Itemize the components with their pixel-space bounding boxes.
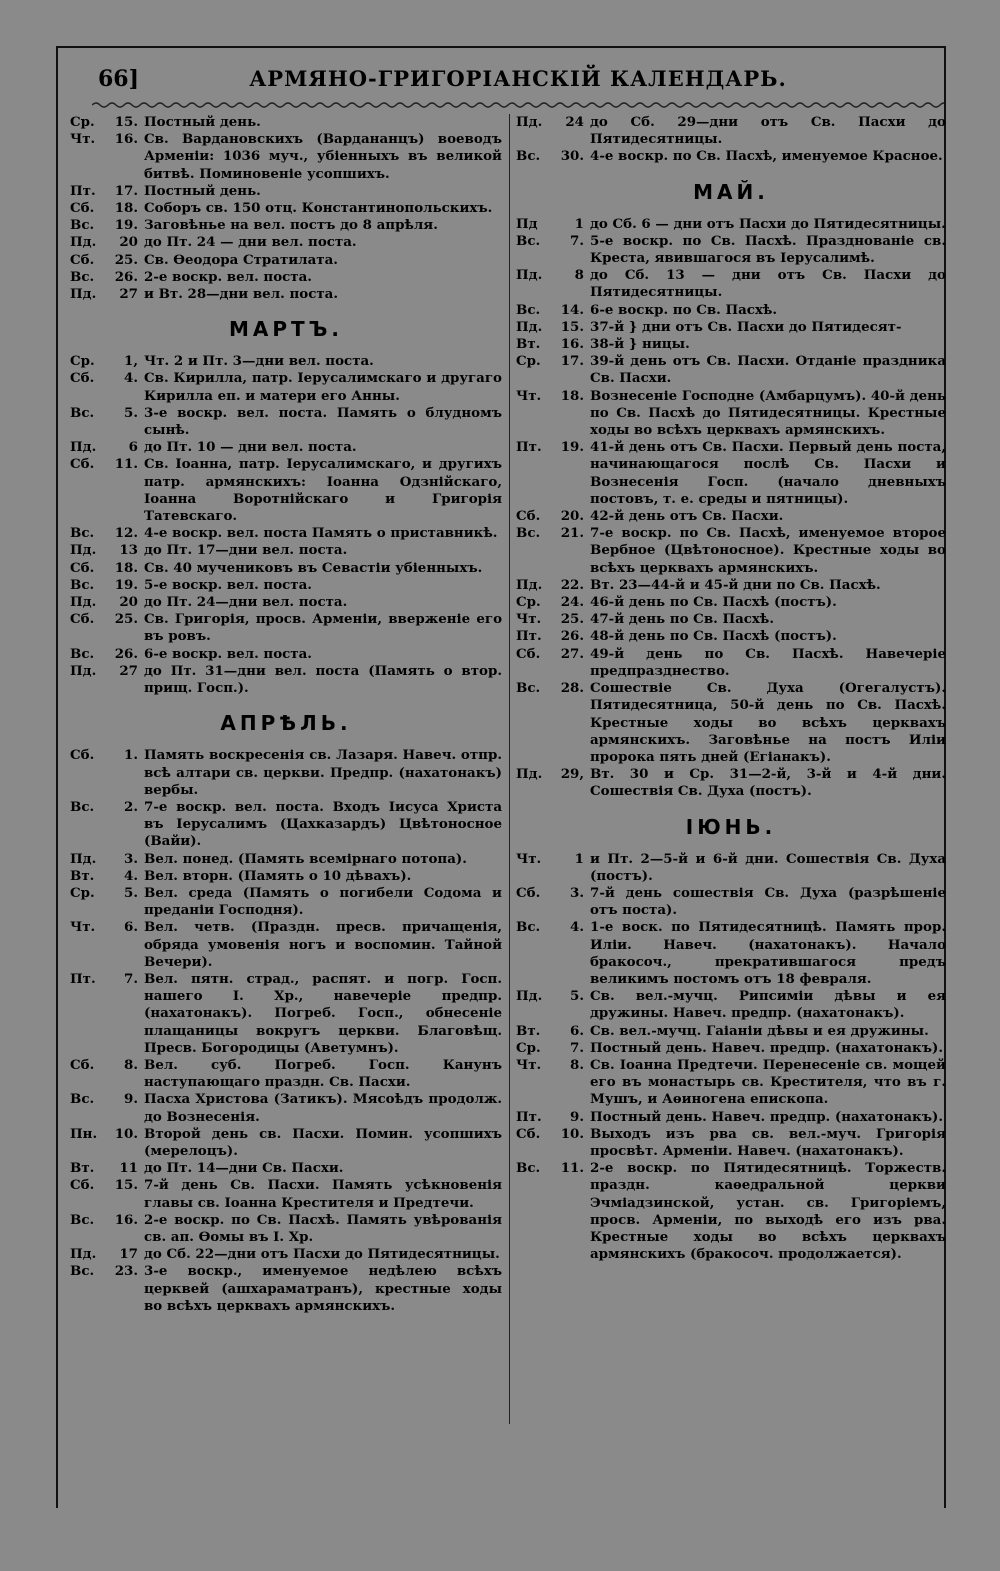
day-number: 13: [119, 542, 138, 559]
calendar-entry: [516, 353, 946, 387]
calendar-entry: [516, 525, 946, 577]
day-number: 4.: [124, 867, 138, 884]
day-number: 20.: [560, 508, 584, 525]
weekday: Вс.: [516, 232, 541, 249]
entry-text: и Пт. 2—5-й и 6-й дни. Сошествія Св. Духа (постъ).: [590, 850, 946, 884]
month-heading: МАЙ.: [693, 179, 769, 204]
calendar-entry: [516, 988, 946, 1022]
weekday: Пд.: [516, 766, 543, 783]
entry-text: 2-е воскр. по Пятидесятницѣ. Торжеств. праздн. каѳедральной церкви Эчміадзинской, устан. св. Григоріемъ, просв. Арменіи, по выходѣ его изъ рва. Крестные ходы во всѣхъ церквахъ армянскихъ (бракосоч. продолжается).: [590, 1160, 946, 1263]
weekday: Пд.: [516, 318, 543, 335]
day-number: 5.: [570, 988, 584, 1005]
day-number: 8: [574, 267, 584, 284]
month-heading: МАРТЪ.: [228, 317, 344, 342]
weekday: Пт.: [516, 628, 542, 645]
weekday: Вс.: [70, 1263, 95, 1280]
day-number: 16.: [560, 336, 584, 353]
calendar-entry: [516, 319, 946, 336]
day-number: 7.: [570, 232, 584, 249]
weekday: Пд.: [70, 1246, 97, 1263]
entry-text: Вт. 23—44-й и 45-й дни по Св. Пасхѣ.: [590, 576, 881, 593]
calendar-entry: [516, 216, 946, 233]
day-number: 16.: [114, 1211, 138, 1228]
right-column: [516, 114, 946, 1263]
entry-text: 3-е воскр., именуемое недѣлею всѣхъ церквей (ашхараматранъ), крестные ходы во всѣхъ церквахъ армянскихъ.: [144, 1263, 502, 1314]
weekday: Сб.: [70, 370, 95, 387]
weekday: Пд.: [70, 234, 97, 251]
day-number: 1.: [124, 747, 138, 764]
weekday: Сб.: [70, 559, 95, 576]
entry-text: 1-е воск. по Пятидесятницѣ. Память прор. Иліи. Навеч. (нахатонакъ). Начало бракосоч., прекратившагося предъ великимъ постомъ отъ 18 февраля.: [590, 919, 946, 987]
calendar-entry: [70, 456, 502, 525]
weekday: Вс.: [516, 680, 541, 697]
entry-text: Вт. 30 и Ср. 31—2-й, 3-й и 4-й дни. Сошествія Св. Духа (постъ).: [590, 766, 946, 800]
day-number: 22.: [560, 576, 584, 593]
entry-text: Соборъ св. 150 отц. Константинопольскихъ.: [144, 200, 493, 217]
entry-text: до Пт. 14—дни Св. Пасхи.: [144, 1160, 344, 1177]
entry-text: 4-е воскр. по Св. Пасхѣ, именуемое Красное.: [590, 148, 943, 165]
calendar-entry: [516, 611, 946, 628]
calendar-entry: [70, 919, 502, 971]
calendar-entry: [70, 269, 502, 286]
entry-text: Выходъ изъ рва св. вел.-муч. Григорія просвѣт. Арменіи. Навеч. (нахатонакъ).: [590, 1125, 946, 1159]
calendar-entry: [516, 594, 946, 611]
calendar-entry: [70, 646, 502, 663]
weekday: Ср.: [516, 594, 541, 611]
running-title: АРМЯНО-ГРИГОРІАНСКІЙ КАЛЕНДАРЬ.: [249, 66, 787, 91]
calendar-entry: [516, 919, 946, 988]
entry-text: Вел. четв. (Праздн. пресв. причащенія, обряда умовенія ногъ и воспомин. Тайной Вечери).: [144, 919, 502, 970]
entry-text: Заговѣнье на вел. постъ до 8 апрѣля.: [144, 217, 438, 234]
day-number: 21.: [560, 525, 584, 542]
day-number: 19.: [114, 576, 138, 593]
day-number: 3.: [570, 884, 584, 901]
weekday: Пт.: [70, 970, 96, 987]
month-heading: ІЮНЬ.: [685, 814, 777, 839]
weekday: Пт.: [516, 1108, 542, 1125]
calendar-entry: [70, 851, 502, 868]
weekday: Пт.: [516, 439, 542, 456]
weekday: Чт.: [516, 1056, 542, 1073]
weekday: Сб.: [516, 508, 541, 525]
entry-text: Вел. суб. Погреб. Госп. Канунъ наступающаго праздн. Св. Пасхи.: [144, 1056, 502, 1091]
weekday: Вс.: [70, 1211, 95, 1228]
left-column: [70, 114, 502, 1315]
month-heading: АПРѢЛЬ.: [220, 711, 352, 736]
weekday: Сб.: [70, 1056, 95, 1073]
weekday: Сб.: [516, 1125, 541, 1142]
calendar-entry: [70, 611, 502, 645]
weekday: Вт.: [516, 1022, 541, 1039]
day-number: 19.: [560, 439, 584, 456]
calendar-entry: [70, 439, 502, 456]
entry-text: Вел. понед. (Память всемірнаго потопа).: [144, 850, 467, 867]
calendar-entry: [70, 353, 502, 370]
entry-text: Второй день св. Пасхи. Помин. усопшихъ (мерелоцъ).: [144, 1125, 502, 1159]
weekday: Пд: [516, 215, 538, 232]
entry-text: до Пт. 10 — дни вел. поста.: [144, 439, 357, 456]
weekday: Ср.: [70, 114, 95, 130]
calendar-entry: [70, 234, 502, 251]
day-number: 27: [119, 662, 138, 679]
day-number: 18.: [560, 387, 584, 404]
day-number: 8.: [570, 1056, 584, 1073]
calendar-entry: [516, 336, 946, 353]
entry-text: до Пт. 24 — дни вел. поста.: [144, 234, 357, 251]
entry-text: Чт. 2 и Пт. 3—дни вел. поста.: [144, 353, 374, 370]
weekday: Вс.: [70, 1091, 95, 1108]
entry-text: Вел. пятн. страд., распят. и погр. Госп. нашего І. Хр., навечеріе предпр. (нахатонакъ). Погреб. Госп., обнесеніе плащаницы вокругъ церкви. Благовѣщ. Пресв. Богородицы (Аветумнъ).: [144, 970, 502, 1056]
calendar-entry: [70, 747, 502, 799]
day-number: 26.: [114, 645, 138, 662]
day-number: 25.: [560, 611, 584, 628]
day-number: 9.: [124, 1091, 138, 1108]
calendar-entry: [516, 885, 946, 919]
day-number: 7.: [570, 1039, 584, 1056]
calendar-entry: [516, 1160, 946, 1263]
weekday: Сб.: [70, 1177, 95, 1194]
day-number: 8.: [124, 1056, 138, 1073]
entry-text: 3-е воскр. вел. поста. Память о блудномъ сынѣ.: [144, 404, 502, 439]
weekday: Чт.: [516, 850, 542, 867]
entry-text: до Сб. 29—дни отъ Св. Пасхи до Пятидесятницы.: [590, 114, 946, 148]
entry-text: Постный день. Навеч. предпр. (нахатонакъ).: [590, 1039, 943, 1056]
weekday: Пд.: [70, 850, 97, 867]
calendar-entry: [516, 1040, 946, 1057]
calendar-entry: [70, 252, 502, 269]
entry-text: до Сб. 6 — дни отъ Пасхи до Пятидесятницы.: [590, 215, 946, 232]
calendar-entry: [70, 1263, 502, 1315]
weekday: Пт.: [70, 182, 96, 199]
weekday: Вс.: [70, 798, 95, 815]
weekday: Вт.: [70, 1160, 95, 1177]
weekday: Вс.: [516, 525, 541, 542]
day-number: 27: [119, 286, 138, 303]
entry-text: Постный день.: [144, 182, 261, 199]
weekday: Вс.: [70, 217, 95, 234]
entry-text: Вел. среда (Память о погибели Содома и преданіи Господня).: [144, 884, 502, 919]
calendar-entry: [516, 233, 946, 267]
calendar-entry: [70, 1160, 502, 1177]
column-divider: [509, 114, 510, 1424]
day-number: 4.: [124, 370, 138, 387]
entry-text: 5-е воскр. вел. поста.: [144, 576, 312, 593]
weekday: Вс.: [70, 404, 95, 421]
entry-text: 37-й } дни отъ Св. Пасхи до Пятидесят-: [590, 318, 902, 335]
calendar-entry: [70, 286, 502, 303]
calendar-entry: [70, 542, 502, 559]
calendar-entry: [516, 388, 946, 440]
day-number: 24: [565, 114, 584, 130]
weekday: Вс.: [70, 576, 95, 593]
entry-text: 48-й день по Св. Пасхѣ (постъ).: [590, 628, 837, 645]
weekday: Вс.: [516, 919, 541, 936]
weekday: Сб.: [70, 611, 95, 628]
entry-text: Св. вел.-мучц. Рипсиміи дѣвы и ея дружины. Навеч. предпр. (нахатонакъ).: [590, 988, 946, 1022]
weekday: Пд.: [516, 576, 543, 593]
weekday: Вс.: [70, 525, 95, 542]
weekday: Сб.: [70, 456, 95, 473]
calendar-entry: [70, 1177, 502, 1211]
entry-text: Постный день. Навеч. предпр. (нахатонакъ).: [590, 1108, 943, 1125]
day-number: 5.: [124, 404, 138, 421]
calendar-entry: [516, 851, 946, 885]
weekday: Пд.: [516, 267, 543, 284]
entry-text: Св. Іоанна, патр. Іерусалимскаго, и другихъ патр. армянскихъ: Іоанна Одзнійскаго, Іоанна Воротнійскаго и Григорія Татевскаго.: [144, 456, 502, 525]
weekday: Пд.: [516, 114, 543, 130]
weekday: Чт.: [516, 387, 542, 404]
calendar-entry: [516, 267, 946, 301]
weekday: Сб.: [516, 645, 541, 662]
entry-text: 47-й день по Св. Пасхѣ.: [590, 611, 774, 628]
calendar-entry: [70, 114, 502, 131]
entry-text: 42-й день отъ Св. Пасхи.: [590, 508, 784, 525]
day-number: 3.: [124, 850, 138, 867]
day-number: 26.: [560, 628, 584, 645]
calendar-entry: [70, 971, 502, 1057]
weekday: Сб.: [70, 251, 95, 268]
day-number: 27.: [560, 645, 584, 662]
entry-text: 49-й день по Св. Пасхѣ. Навечеріе предпразднество.: [590, 645, 946, 679]
entry-text: Пасха Христова (Затикъ). Мясоѣдъ продолж. до Вознесенія.: [144, 1091, 502, 1125]
day-number: 23.: [114, 1263, 138, 1280]
calendar-entry: [70, 370, 502, 404]
weekday: Сб.: [70, 747, 95, 764]
day-number: 24.: [560, 594, 584, 611]
day-number: 17.: [560, 353, 584, 370]
calendar-entry: [70, 405, 502, 439]
page-header: [92, 62, 944, 96]
calendar-entry: [516, 680, 946, 766]
entry-text: Св. Кирилла, патр. Іерусалимскаго и другаго Кирилла еп. и матери его Анны.: [144, 370, 502, 404]
entry-text: Постный день.: [144, 114, 261, 130]
weekday: Ср.: [516, 1039, 541, 1056]
entry-text: Память воскресенія св. Лазаря. Навеч. отпр. всѣ алтари св. церкви. Предпр. (нахатонакъ) вербы.: [144, 747, 502, 798]
entry-text: 46-й день по Св. Пасхѣ (постъ).: [590, 594, 837, 611]
entry-text: Сошествіе Св. Духа (Огегалустъ). Пятидесятница, 50-й день по Св. Пасхѣ. Крестные ходы во всѣхъ церквахъ армянскихъ. Заговѣнье на постъ Иліи пророка пять дней (Егіанакъ).: [590, 680, 946, 765]
weekday: Сб.: [70, 200, 95, 217]
weekday: Вт.: [516, 336, 541, 353]
day-number: 6.: [570, 1022, 584, 1039]
day-number: 25.: [114, 251, 138, 268]
day-number: 26.: [114, 268, 138, 285]
entry-text: 39-й день отъ Св. Пасхи. Отданіе праздника Св. Пасхи.: [590, 353, 946, 387]
day-number: 16.: [114, 131, 138, 148]
entry-text: 41-й день отъ Св. Пасхи. Первый день поста, начинающагося послѣ Св. Пасхи и Вознесенія Госп. (начало дневныхъ постовъ, т. е. среды и пятницы).: [590, 439, 946, 507]
calendar-entry: [516, 766, 946, 800]
calendar-entry: [70, 663, 502, 697]
calendar-entry: [516, 1109, 946, 1126]
entry-text: 6-е воскр. по Св. Пасхѣ.: [590, 301, 778, 318]
calendar-entry: [70, 1126, 502, 1160]
day-number: 10.: [114, 1125, 138, 1142]
day-number: 2.: [124, 798, 138, 815]
day-number: 1: [574, 215, 584, 232]
day-number: 17.: [114, 182, 138, 199]
calendar-entry: [70, 885, 502, 919]
calendar-entry: [70, 868, 502, 885]
day-number: 6: [128, 439, 138, 456]
calendar-entry: [516, 577, 946, 594]
weekday: Вт.: [70, 867, 95, 884]
entry-text: Св. 40 мучениковъ въ Севастіи убіенныхъ.: [144, 559, 483, 576]
calendar-entry: [70, 525, 502, 542]
day-number: 18.: [114, 559, 138, 576]
entry-text: 7-й день сошествія Св. Духа (разрѣшеніе отъ поста).: [590, 884, 946, 919]
day-number: 1,: [124, 353, 138, 370]
entry-text: 7-й день Св. Пасхи. Память усѣкновенія главы св. Іоанна Крестителя и Предтечи.: [144, 1177, 502, 1211]
entry-text: до Пт. 24—дни вел. поста.: [144, 594, 348, 611]
weekday: Вс.: [70, 268, 95, 285]
page-number: 66]: [98, 66, 140, 92]
day-number: 15.: [560, 318, 584, 335]
day-number: 12.: [114, 525, 138, 542]
weekday: Вс.: [516, 148, 541, 165]
entry-text: 4-е воскр. вел. поста Память о приставникѣ.: [144, 525, 498, 542]
calendar-entry: [516, 302, 946, 319]
day-number: 20: [119, 234, 138, 251]
decorative-wavy-rule: [92, 100, 944, 110]
calendar-entry: [70, 799, 502, 851]
weekday: Ср.: [70, 884, 95, 901]
calendar-entry: [70, 217, 502, 234]
weekday: Пн.: [70, 1125, 98, 1142]
calendar-entry: [70, 594, 502, 611]
entry-text: Вел. вторн. (Память о 10 дѣвахъ).: [144, 867, 412, 884]
day-number: 11.: [560, 1160, 584, 1177]
calendar-entry: [516, 148, 946, 165]
entry-text: Св. Іоанна Предтечи. Перенесеніе св. мощей его въ монастырь св. Крестителя, что въ г. Мушъ, и Аѳиногена епископа.: [590, 1056, 946, 1108]
calendar-entry: [70, 560, 502, 577]
weekday: Сб.: [516, 884, 541, 901]
entry-text: до Сб. 13 — дни отъ Св. Пасхи до Пятидесятницы.: [590, 267, 946, 301]
weekday: Чт.: [70, 131, 96, 148]
day-number: 10.: [560, 1125, 584, 1142]
entry-text: Св. Ѳеодора Стратилата.: [144, 251, 338, 268]
calendar-entry: [70, 131, 502, 183]
weekday: Чт.: [516, 611, 542, 628]
calendar-entry: [516, 1023, 946, 1040]
day-number: 15.: [114, 1177, 138, 1194]
day-number: 19.: [114, 217, 138, 234]
day-number: 18.: [114, 200, 138, 217]
calendar-entry: [70, 1091, 502, 1125]
calendar-entry: [70, 183, 502, 200]
weekday: Ср.: [70, 353, 95, 370]
entry-text: 6-е воскр. вел. поста.: [144, 645, 312, 662]
day-number: 11: [119, 1160, 138, 1177]
weekday: Пд.: [70, 286, 97, 303]
day-number: 1: [574, 850, 584, 867]
entry-text: 5-е воскр. по Св. Пасхѣ. Празднованіе св. Креста, явившагося въ Іерусалимѣ.: [590, 232, 946, 267]
day-number: 15.: [114, 114, 138, 130]
entry-text: до Сб. 22—дни отъ Пасхи до Пятидесятницы.: [144, 1246, 500, 1263]
weekday: Чт.: [70, 919, 96, 936]
entry-text: 2-е воскр. по Св. Пасхѣ. Память увѣрованія св. ап. Ѳомы въ І. Хр.: [144, 1211, 502, 1245]
weekday: Пд.: [70, 542, 97, 559]
weekday: Пд.: [70, 662, 97, 679]
calendar-entry: [70, 1246, 502, 1263]
entry-text: Св. Григорія, просв. Арменіи, вверженіе его въ ровъ.: [144, 611, 502, 645]
day-number: 17: [119, 1246, 138, 1263]
calendar-entry: [70, 200, 502, 217]
entry-text: Св. вел.-мучц. Гаіаніи дѣвы и ея дружины.: [590, 1022, 929, 1039]
day-number: 25.: [114, 611, 138, 628]
entry-text: 7-е воскр. по Св. Пасхѣ, именуемое второе Вербное (Цвѣтоносное). Крестные ходы во всѣхъ церквахъ армянскихъ.: [590, 525, 946, 576]
day-number: 11.: [114, 456, 138, 473]
day-number: 14.: [560, 301, 584, 318]
day-number: 7.: [124, 970, 138, 987]
calendar-entry: [516, 508, 946, 525]
weekday: Вс.: [70, 645, 95, 662]
calendar-entry: [516, 439, 946, 508]
entry-text: до Пт. 17—дни вел. поста.: [144, 542, 348, 559]
weekday: Пд.: [516, 988, 543, 1005]
day-number: 29,: [560, 766, 584, 783]
weekday: Вс.: [516, 1160, 541, 1177]
entry-text: Св. Вардановскихъ (Вардананцъ) воеводъ Арменіи: 1036 муч., убіенныхъ въ великой битвѣ. Поминовеніе усопшихъ.: [144, 131, 502, 182]
entry-text: и Вт. 28—дни вел. поста.: [144, 286, 338, 303]
entry-text: 2-е воскр. вел. поста.: [144, 268, 312, 285]
calendar-entry: [516, 1057, 946, 1109]
day-number: 28.: [560, 680, 584, 697]
entry-text: до Пт. 31—дни вел. поста (Память о втор. прищ. Госп.).: [144, 662, 502, 697]
weekday: Вс.: [516, 301, 541, 318]
calendar-entry: [70, 1212, 502, 1246]
day-number: 30.: [560, 148, 584, 165]
entry-text: 7-е воскр. вел. поста. Входъ Іисуса Христа въ Іерусалимъ (Цахказардъ) Цвѣтоносное (Вайи).: [144, 798, 502, 850]
weekday: Ср.: [516, 353, 541, 370]
calendar-entry: [516, 1126, 946, 1160]
calendar-entry: [516, 628, 946, 645]
calendar-entry: [516, 114, 946, 148]
day-number: 9.: [570, 1108, 584, 1125]
day-number: 6.: [124, 919, 138, 936]
weekday: Пд.: [70, 439, 97, 456]
day-number: 4.: [570, 919, 584, 936]
day-number: 20: [119, 594, 138, 611]
entry-text: 38-й } ницы.: [590, 336, 690, 353]
entry-text: Вознесеніе Господне (Амбарцумъ). 40-й день по Св. Пасхѣ до Пятидесятницы. Крестные ходы во всѣхъ церквахъ армянскихъ.: [590, 387, 946, 439]
calendar-entry: [516, 646, 946, 680]
day-number: 5.: [124, 884, 138, 901]
calendar-entry: [70, 577, 502, 594]
calendar-entry: [70, 1057, 502, 1091]
weekday: Пд.: [70, 594, 97, 611]
